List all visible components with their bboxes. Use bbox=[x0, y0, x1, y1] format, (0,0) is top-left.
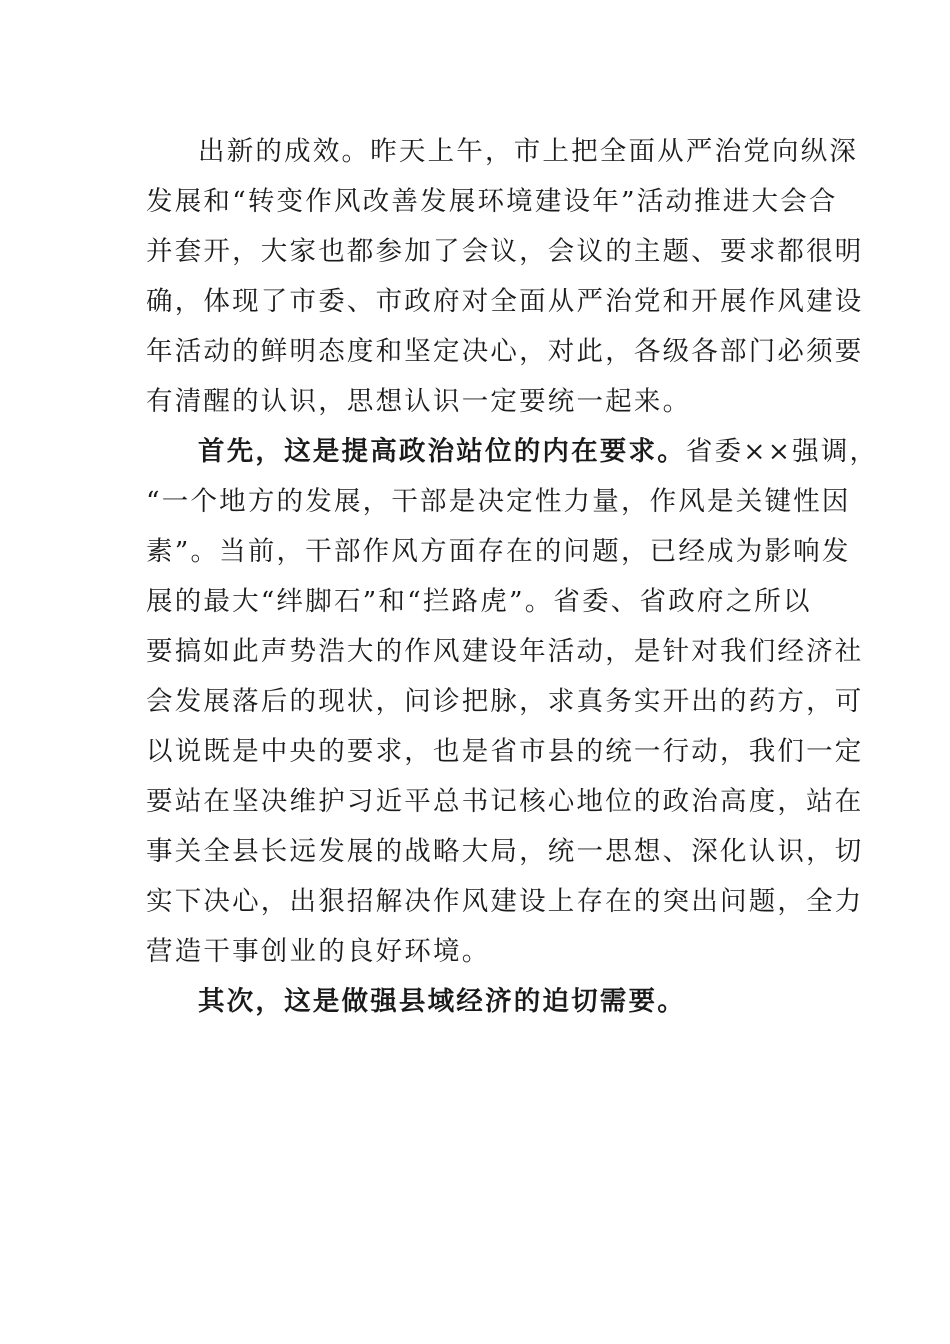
paragraph-line: “一个地方的发展，干部是决定性力量，作风是关键性因 bbox=[146, 486, 851, 517]
paragraph-line: 出新的成效。昨天上午，市上把全面从严治党向纵深 bbox=[198, 136, 859, 167]
paragraph-line: 营造干事创业的良好环境。 bbox=[146, 936, 491, 967]
paragraph-line: 事关全县长远发展的战略大局，统一思想、深化认识，切 bbox=[146, 836, 864, 867]
paragraph-line: 以说既是中央的要求，也是省市县的统一行动，我们一定 bbox=[146, 736, 864, 767]
document-body bbox=[146, 127, 879, 1027]
paragraph-line: 发展和“转变作风改善发展环境建设年”活动推进大会合 bbox=[146, 186, 838, 217]
paragraph-line: 要站在坚决维护习近平总书记核心地位的政治高度，站在 bbox=[146, 786, 864, 817]
paragraph-line: 实下决心，出狠招解决作风建设上存在的突出问题，全力 bbox=[146, 886, 864, 917]
paragraph-line: 并套开，大家也都参加了会议，会议的主题、要求都很明 bbox=[146, 236, 864, 267]
section-heading-second: 其次，这是做强县域经济的迫切需要。 bbox=[198, 986, 686, 1017]
paragraph-line: 展的最大“绊脚石”和“拦路虎”。省委、省政府之所以 bbox=[146, 586, 812, 617]
paragraph-first-line bbox=[146, 427, 879, 477]
paragraph-line-rest: 省委××强调， bbox=[685, 436, 879, 467]
paragraph-line: 素”。当前，干部作风方面存在的问题，已经成为影响发 bbox=[146, 536, 851, 567]
paragraph-line: 确，体现了市委、市政府对全面从严治党和开展作风建设 bbox=[146, 286, 864, 317]
paragraph-line: 要搞如此声势浩大的作风建设年活动，是针对我们经济社 bbox=[146, 636, 864, 667]
paragraph-line: 会发展落后的现状，问诊把脉，求真务实开出的药方，可 bbox=[146, 686, 864, 717]
paragraph-line: 年活动的鲜明态度和坚定决心，对此，各级各部门必须要 bbox=[146, 336, 864, 367]
paragraph-line: 有清醒的认识，思想认识一定要统一起来。 bbox=[146, 386, 692, 417]
section-heading-first: 首先，这是提高政治站位的内在要求。 bbox=[198, 436, 686, 467]
